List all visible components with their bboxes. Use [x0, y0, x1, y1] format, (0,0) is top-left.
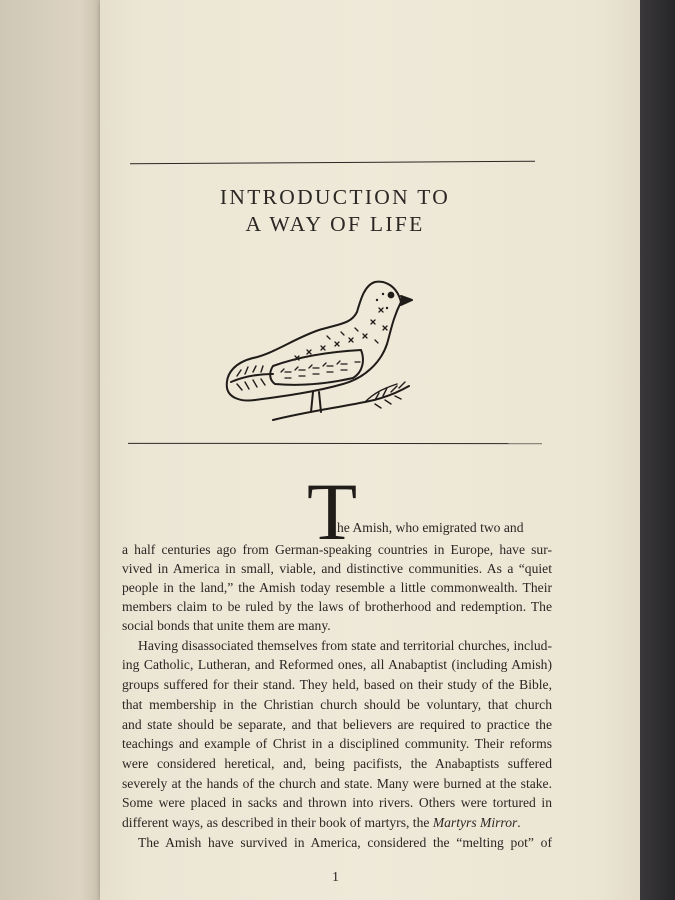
dove-on-branch-icon — [215, 268, 425, 428]
body-line-16-text: different ways, as described in their book of martyrs, the — [122, 815, 433, 830]
body-line-2: a half centuries ago from German-speaking countries in Europe, have sur- — [122, 542, 552, 557]
body-line-16 — [122, 816, 521, 830]
body-line-14: severely at the hands of the church and state. Many were burned at the stake. — [122, 776, 552, 791]
chapter-title-line-2: A WAY OF LIFE — [245, 212, 425, 236]
body-line-10: that membership in the Christian church should be voluntary, that church — [122, 697, 552, 712]
body-line-1: he Amish, who emigrated two and — [337, 520, 524, 535]
body-line-16-end: . — [517, 815, 521, 830]
body-line-7: Having disassociated themselves from state and territorial churches, includ- — [138, 638, 552, 653]
book-edge — [640, 0, 675, 900]
body-line-3: vived in America in small, viable, and distinctive communities. As a “quiet — [122, 561, 552, 576]
body-line-11: and state should be separate, and that believers are required to practice the — [122, 717, 552, 732]
book-title-martyrs-mirror: Martyrs Mirror — [432, 815, 518, 830]
body-line-4: people in the land,” the Amish today resemble a little commonwealth. Their — [122, 580, 552, 595]
page-number: 1 — [332, 870, 339, 885]
body-line-9: groups suffered for their stand. They held, based on their study of the Bible, — [122, 677, 552, 692]
body-line-17: The Amish have survived in America, considered the “melting pot” of — [138, 835, 552, 850]
body-line-12: teachings and example of Christ in a disciplined community. Their reforms — [122, 736, 552, 751]
body-line-6: social bonds that unite them are many. — [122, 618, 331, 633]
facing-page — [0, 0, 100, 900]
body-line-8: ing Catholic, Lutheran, and Reformed ones, all Anabaptist (including Amish) — [122, 657, 552, 672]
body-line-15: Some were placed in sacks and thrown into rivers. Others were tortured in — [122, 795, 552, 810]
chapter-title-line-1: INTRODUCTION TO — [219, 185, 451, 209]
drop-cap: T — [307, 466, 358, 557]
body-line-5: members claim to be ruled by the laws of brotherhood and redemption. The — [122, 599, 552, 614]
body-line-13: were considered heretical, and, being pacifists, the Anabaptists suffered — [122, 756, 552, 771]
